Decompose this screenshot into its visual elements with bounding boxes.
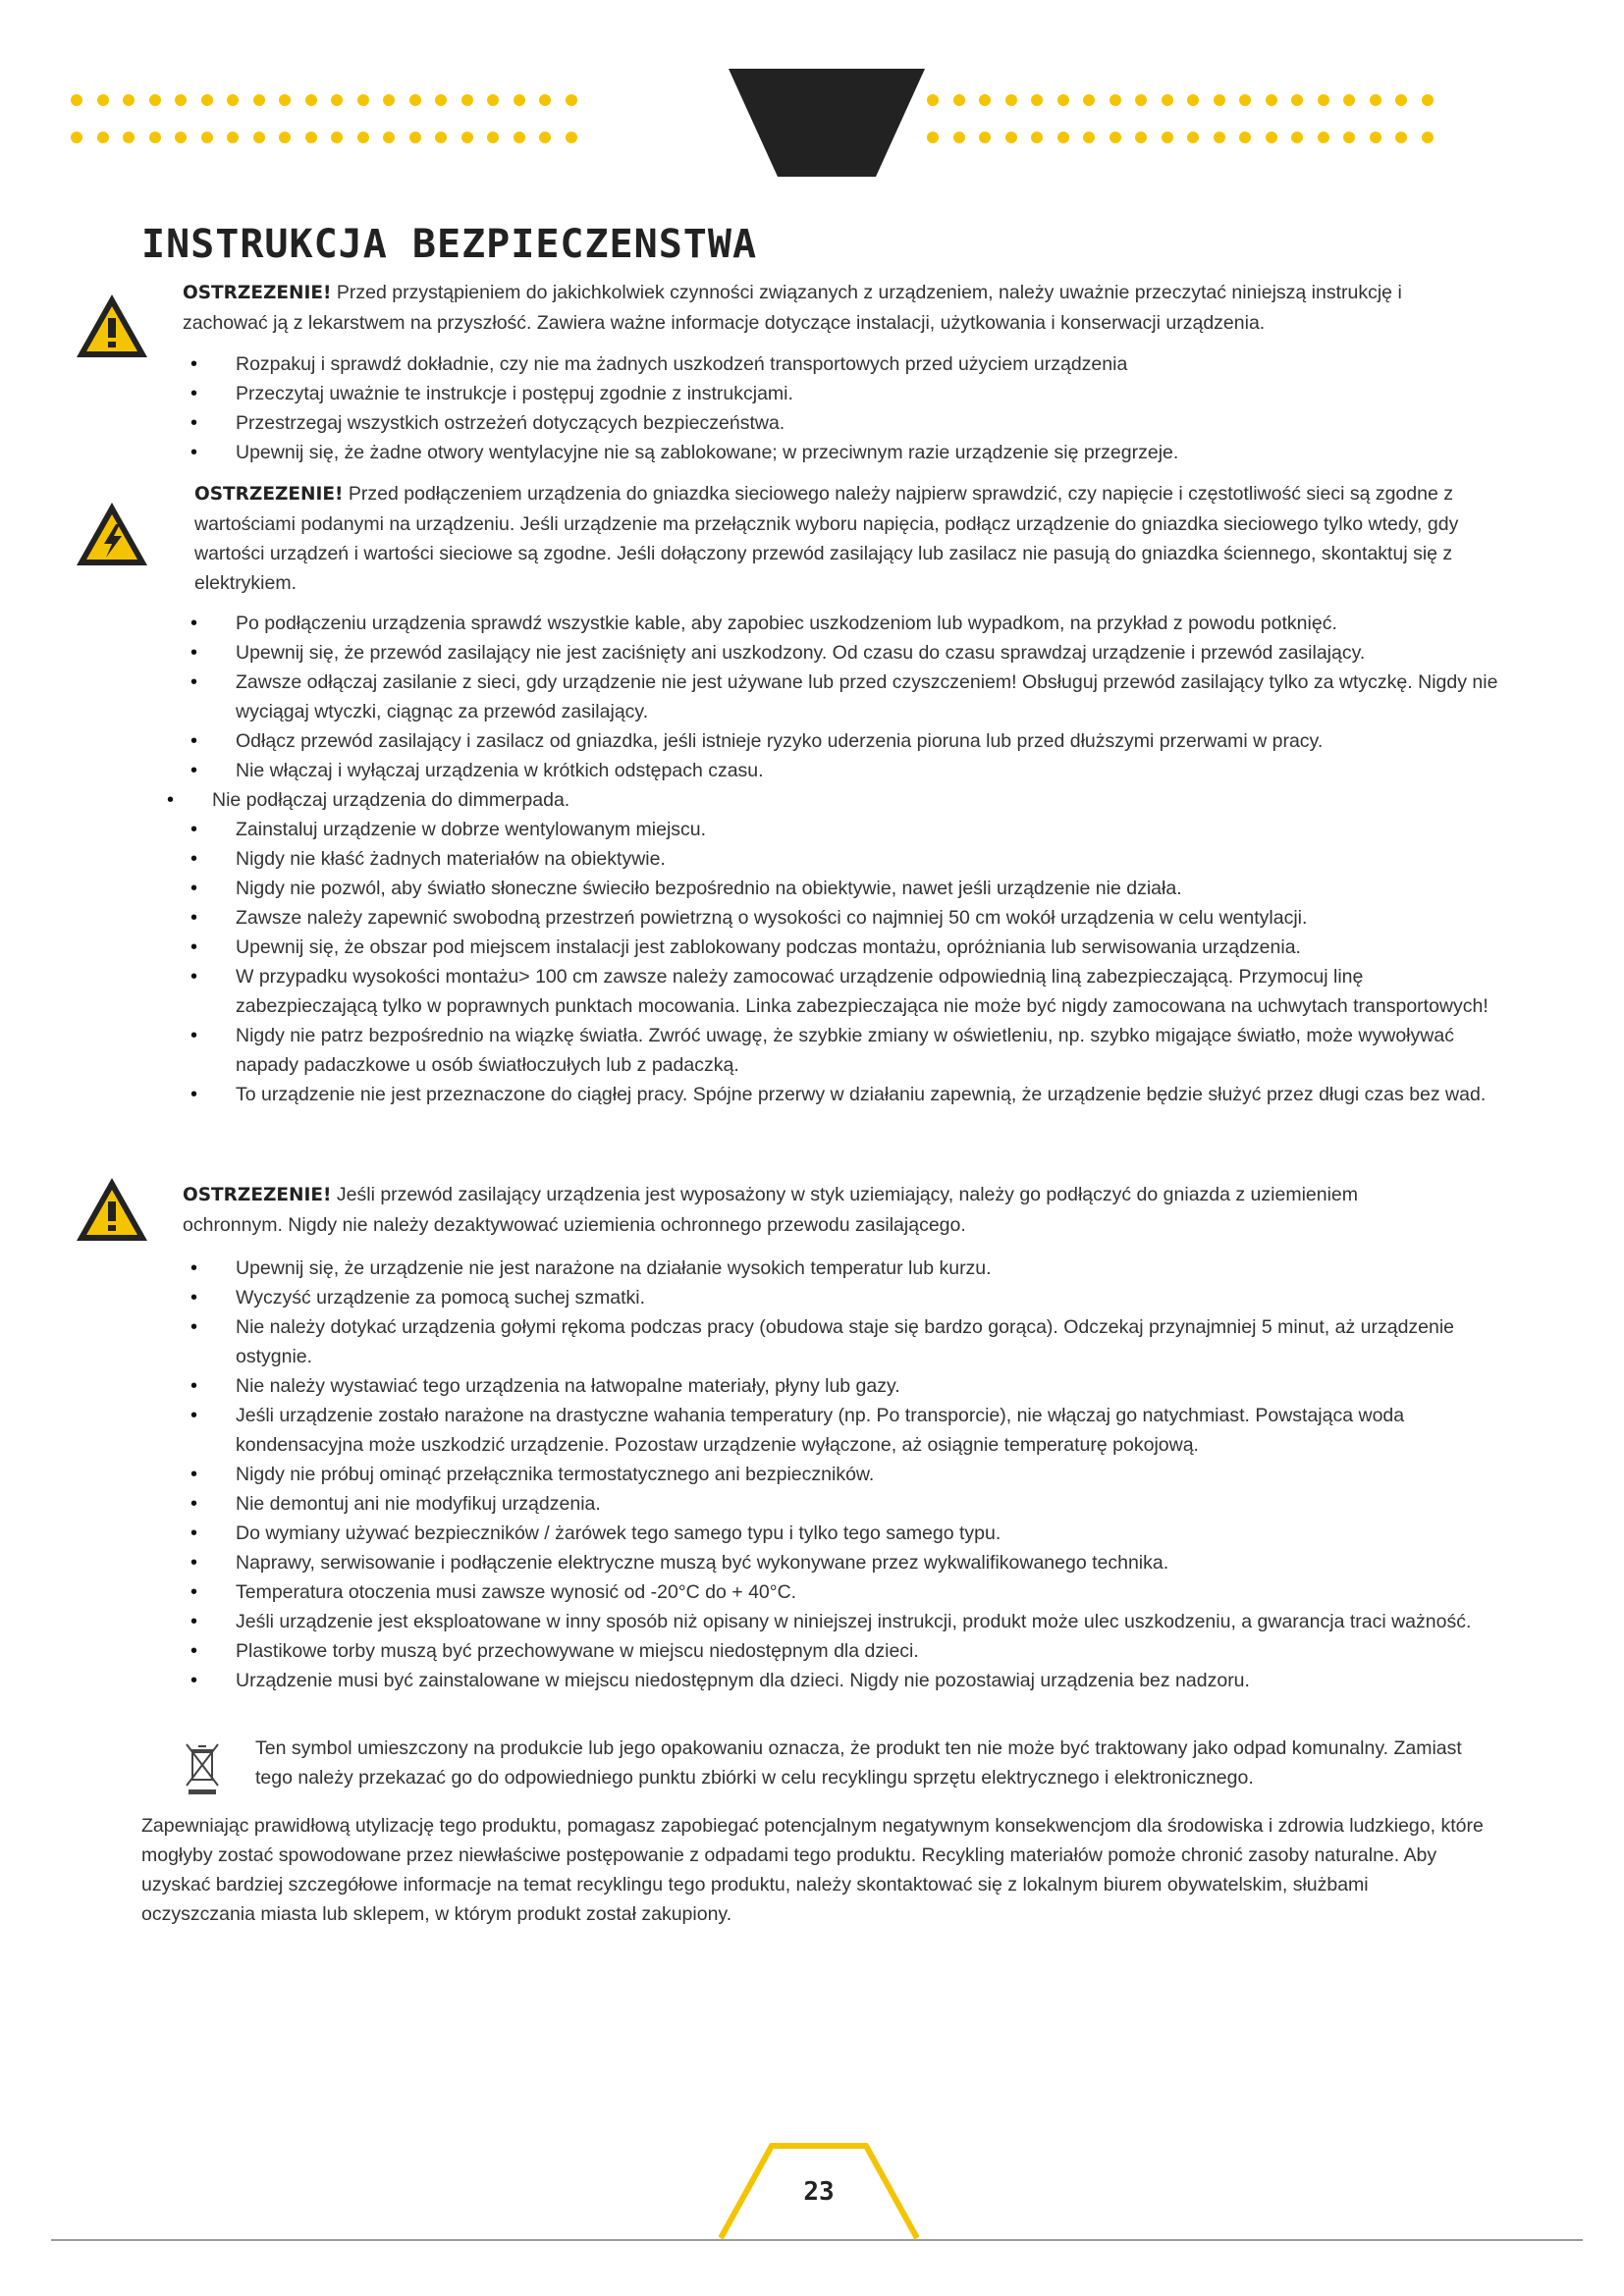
list-item: • Wyczyść urządzenie za pomocą suchej szmatki. <box>236 1283 1502 1312</box>
list-item: • Przeczytaj uważnie te instrukcje i postępuj zgodnie z instrukcjami. <box>236 379 1502 408</box>
warning-triangle-icon <box>73 1174 151 1245</box>
header-dot <box>979 94 991 106</box>
header-dot <box>1370 132 1381 143</box>
header-dot <box>566 132 577 143</box>
header-dot <box>253 132 265 143</box>
header-dot <box>1291 94 1303 106</box>
header-dot <box>175 94 187 106</box>
list-item: • Do wymiany używać bezpieczników / żarówek tego samego typu i tylko tego samego typu. <box>236 1519 1502 1548</box>
list-item: • Po podłączeniu urządzenia sprawdź wszystkie kable, aby zapobiec uszkodzeniom lub wypadkom, na przykład z powodu potknięć. <box>236 609 1502 638</box>
recycling-paragraph: Zapewniając prawidłową utylizację tego produktu, pomagasz zapobiegać potencjalnym negatywnym konsekwencjom dla środowiska i zdrowia ludzkiego, które mogłyby zostać spowodowane przez niewłaściwe postępowanie z odpadami tego produktu. Recykling materiałów pomoże chronić zasoby naturalne. Aby uzyskać bardziej szczegółowe informacje na temat recyklingu tego produktu, należy skontaktować się z lokalnym biurem obywatelskim, służbami oczyszczania miasta lub sklepem, w którym produkt został zakupiony. <box>141 1815 1484 1925</box>
header-dot <box>1057 132 1069 143</box>
header-dot <box>97 94 109 106</box>
warning-paragraph-1 <box>183 278 1489 338</box>
header-dot <box>953 132 965 143</box>
header-dot <box>279 132 291 143</box>
list-item: • Temperatura otoczenia musi zawsze wynosić od -20°C do + 40°C. <box>236 1577 1502 1607</box>
crossed-bin-icon <box>183 1738 222 1797</box>
header-dot <box>201 94 213 106</box>
header-dot <box>331 94 343 106</box>
bullet-list-2 <box>212 609 1502 1109</box>
header-dot <box>1031 132 1043 143</box>
list-item: • Nie należy wystawiać tego urządzenia na łatwopalne materiały, płyny lub gazy. <box>236 1371 1502 1401</box>
header-dot <box>305 94 317 106</box>
header-dot <box>979 132 991 143</box>
header-dot <box>1422 94 1434 106</box>
bullet-list-1 <box>236 349 1502 467</box>
header-dot <box>97 132 109 143</box>
warning-label: OSTRZEZENIE! <box>183 283 332 303</box>
header-dot <box>1318 94 1329 106</box>
header-dot <box>1031 94 1043 106</box>
header-dot <box>435 94 447 106</box>
header-dot <box>487 94 499 106</box>
list-item: • Nie podłączaj urządzenia do dimmerpada. <box>212 785 1502 815</box>
header-dot <box>1083 94 1095 106</box>
weee-notice: Ten symbol umieszczony na produkcie lub jego opakowaniu oznacza, że produkt ten nie może być traktowany jako odpad komunalny. Zamiast tego należy przekazać go do odpowiedniego punktu zbiórki w celu recyklingu sprzętu elektrycznego i elektronicznego. <box>255 1737 1462 1789</box>
header-dot <box>1318 132 1329 143</box>
header-dot <box>1266 94 1277 106</box>
header-dot <box>1214 94 1225 106</box>
header-dot <box>1343 132 1355 143</box>
header-dot <box>539 94 551 106</box>
header-dot <box>253 94 265 106</box>
header-dot <box>1005 132 1017 143</box>
header-dot <box>383 94 395 106</box>
header-dot <box>461 94 473 106</box>
header-dots-left <box>71 94 591 143</box>
header-dot <box>1395 94 1407 106</box>
header-dot <box>1239 132 1251 143</box>
warning-text: Przed przystąpieniem do jakichkolwiek czynności związanych z urządzeniem, należy uważnie przeczytać niniejszą instrukcję i zachować ją z lekarstwem na przyszłość. Zawiera ważne informacje dotyczące instalacji, użytkowania i konserwacji urządzenia. <box>183 282 1402 334</box>
header-dot <box>409 94 421 106</box>
header-dot <box>1187 94 1199 106</box>
list-item: • Nie włączaj i wyłączaj urządzenia w krótkich odstępach czasu. <box>236 756 1502 785</box>
list-item: • Zawsze odłączaj zasilanie z sieci, gdy urządzenie nie jest używane lub przed czyszczeniem! Obsługuj przewód zasilający tylko za wtyczkę. Nigdy nie wyciągaj wtyczki, ciągnąc za przewód zasilający. <box>236 667 1502 726</box>
header-dot <box>461 132 473 143</box>
header-dot <box>1110 132 1121 143</box>
list-item: • To urządzenie nie jest przeznaczone do ciągłej pracy. Spójne przerwy w działaniu zapewnią, że urządzenie będzie służyć przez długi czas bez wad. <box>236 1080 1502 1109</box>
warning-paragraph-3 <box>183 1180 1420 1240</box>
header-dot <box>953 94 965 106</box>
list-item: • Plastikowe torby muszą być przechowywane w miejscu niedostępnym dla dzieci. <box>236 1636 1502 1666</box>
header-dot <box>1162 94 1173 106</box>
header-dot <box>1422 132 1434 143</box>
list-item: • Upewnij się, że obszar pod miejscem instalacji jest zablokowany podczas montażu, opróżniania lub serwisowania urządzenia. <box>236 933 1502 962</box>
bullet-list-3 <box>236 1254 1502 1695</box>
list-item: • Rozpakuj i sprawdź dokładnie, czy nie ma żadnych uszkodzeń transportowych przed użyciem urządzenia <box>236 349 1502 379</box>
list-item: • W przypadku wysokości montażu> 100 cm zawsze należy zamocować urządzenie odpowiednią liną zabezpieczającą. Przymocuj linę zabezpieczającą tylko w poprawnych punktach mocowania. Linka zabezpieczająca nie może być nigdy zamocowana na uchwytach transportowych! <box>236 962 1502 1021</box>
list-item: • Nigdy nie pozwól, aby światło słoneczne świeciło bezpośrednio na obiektywie, nawet jeśli urządzenie nie działa. <box>236 874 1502 903</box>
header-dot <box>487 132 499 143</box>
header-dot <box>357 132 369 143</box>
list-item: • Naprawy, serwisowanie i podłączenie elektryczne muszą być wykonywane przez wykwalifikowanego technika. <box>236 1548 1502 1577</box>
list-item: • Nigdy nie próbuj ominąć przełącznika termostatycznego ani bezpieczników. <box>236 1460 1502 1489</box>
header-dot <box>201 132 213 143</box>
header-dot <box>1135 94 1147 106</box>
header-dot <box>927 132 939 143</box>
header-triangle <box>729 69 925 177</box>
header-dot <box>227 94 239 106</box>
list-item: • Nigdy nie kłaść żadnych materiałów na obiektywie. <box>236 844 1502 874</box>
header-dot <box>1005 94 1017 106</box>
list-item: • Upewnij się, że przewód zasilający nie jest zaciśnięty ani uszkodzony. Od czasu do czasu sprawdzaj urządzenie i przewód zasilający. <box>236 638 1502 667</box>
header-dot <box>927 94 939 106</box>
list-item: • Nie demontuj ani nie modyfikuj urządzenia. <box>236 1489 1502 1519</box>
list-item: • Zawsze należy zapewnić swobodną przestrzeń powietrzną o wysokości co najmniej 50 cm wokół urządzenia w celu wentylacji. <box>236 903 1502 933</box>
header-dot <box>279 94 291 106</box>
header-dot <box>1343 94 1355 106</box>
warning-text: Przed podłączeniem urządzenia do gniazdka sieciowego należy najpierw sprawdzić, czy napięcie i częstotliwość sieci są zgodne z wartościami podanymi na urządzeniu. Jeśli urządzenie ma przełącznik wyboru napięcia, podłącz urządzenie do gniazdka sieciowego tylko wtedy, gdy wartości urządzeń i wartości sieciowe są zgodne. Jeśli dołączony przewód zasilający lub zasilacz nie pasują do gniazdka ściennego, skontaktuj się z elektrykiem. <box>194 483 1459 594</box>
header-dot <box>357 94 369 106</box>
header-dot <box>409 132 421 143</box>
list-item: • Zainstaluj urządzenie w dobrze wentylowanym miejscu. <box>236 815 1502 844</box>
header-dot <box>123 94 135 106</box>
header-dot <box>1135 132 1147 143</box>
header-dot <box>514 94 525 106</box>
header-dot <box>149 94 161 106</box>
list-item: • Przestrzegaj wszystkich ostrzeżeń dotyczących bezpieczeństwa. <box>236 408 1502 438</box>
header-dot <box>1266 132 1277 143</box>
header-dot <box>383 132 395 143</box>
list-item: • Upewnij się, że żadne otwory wentylacyjne nie są zablokowane; w przeciwnym razie urządzenie się przegrzeje. <box>236 438 1502 467</box>
header-dot <box>305 132 317 143</box>
header-dot <box>123 132 135 143</box>
header-dot <box>71 94 82 106</box>
header-dot <box>331 132 343 143</box>
list-item: • Jeśli urządzenie jest eksploatowane w inny sposób niż opisany w niniejszej instrukcji, produkt może ulec uszkodzeniu, a gwarancja traci ważność. <box>236 1607 1502 1636</box>
page-number: 23 <box>803 2177 835 2207</box>
list-item: • Upewnij się, że urządzenie nie jest narażone na działanie wysokich temperatur lub kurzu. <box>236 1254 1502 1283</box>
list-item: • Urządzenie musi być zainstalowane w miejscu niedostępnym dla dzieci. Nigdy nie pozostawiaj urządzenia bez nadzoru. <box>236 1666 1502 1695</box>
header-dot <box>175 132 187 143</box>
header-dot <box>566 94 577 106</box>
header-dot <box>1395 132 1407 143</box>
warning-paragraph-2 <box>194 479 1500 598</box>
page-title: INSTRUKCJA BEZPIECZENSTWA <box>141 222 758 267</box>
warning-label: OSTRZEZENIE! <box>183 1185 332 1205</box>
header-dot <box>1162 132 1173 143</box>
warning-label: OSTRZEZENIE! <box>194 484 344 505</box>
header-dot <box>1110 94 1121 106</box>
header-dot <box>1083 132 1095 143</box>
header-dot <box>1370 94 1381 106</box>
list-item: • Nie należy dotykać urządzenia gołymi rękoma podczas pracy (obudowa staje się bardzo gorąca). Odczekaj przynajmniej 5 minut, aż urządzenie ostygnie. <box>236 1312 1502 1371</box>
header-dot <box>539 132 551 143</box>
warning-text: Jeśli przewód zasilający urządzenia jest wyposażony w styk uziemiający, należy go podłączyć do gniazda z uziemieniem ochronnym. Nigdy nie należy dezaktywować uziemienia ochronnego przewodu zasilającego. <box>183 1184 1359 1236</box>
list-item: • Nigdy nie patrz bezpośrednio na wiązkę światła. Zwróć uwagę, że szybkie zmiany w oświetleniu, np. szybko migające światło, może wywoływać napady padaczkowe u osób światłoczułych lub z padaczką. <box>236 1021 1502 1080</box>
header-dot <box>1291 132 1303 143</box>
list-item: • Odłącz przewód zasilający i zasilacz od gniazdka, jeśli istnieje ryzyko uderzenia pioruna lub przed dłuższymi przerwami w pracy. <box>236 726 1502 756</box>
header-dot <box>1057 94 1069 106</box>
header-dot <box>71 132 82 143</box>
header-dot <box>149 132 161 143</box>
high-voltage-triangle-icon <box>73 499 151 569</box>
header-dot <box>514 132 525 143</box>
header-dot <box>1187 132 1199 143</box>
list-item: • Jeśli urządzenie zostało narażone na drastyczne wahania temperatury (np. Po transporcie), nie włączaj go natychmiast. Powstająca woda kondensacyjna może uszkodzić urządzenie. Pozostaw urządzenie wyłączone, aż osiągnie temperaturę pokojową. <box>236 1401 1502 1460</box>
warning-triangle-icon <box>73 291 151 361</box>
header-dot <box>1214 132 1225 143</box>
header-dot <box>227 132 239 143</box>
header-dot <box>435 132 447 143</box>
header-dots-right <box>927 94 1447 143</box>
header-dot <box>1239 94 1251 106</box>
